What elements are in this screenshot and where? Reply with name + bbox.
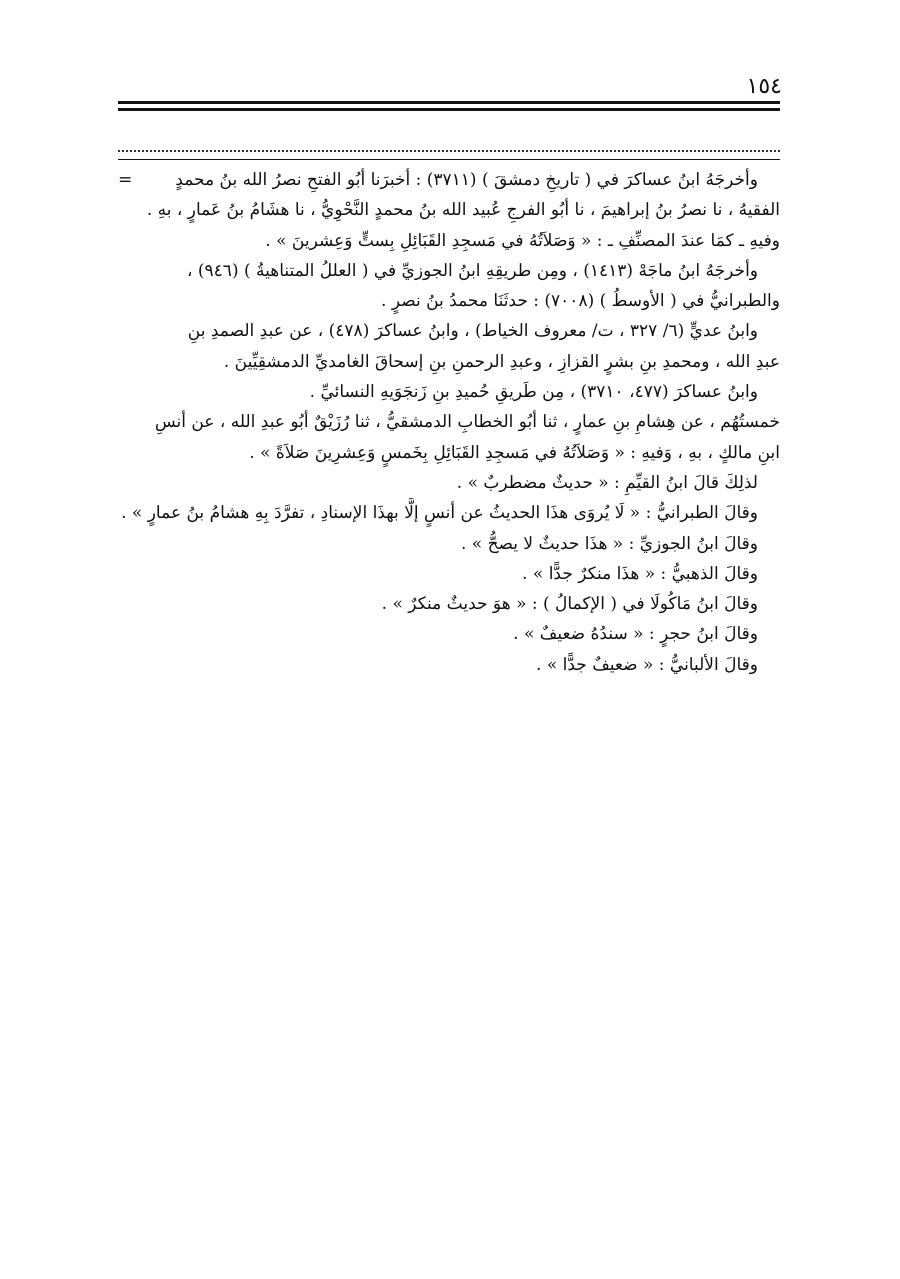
text-line: وقالَ الذهبيُّ : « هذَا منكرٌ جدًّا » . [522, 563, 758, 584]
text-line: الفقيهُ ، نا نصرُ بنُ إبراهيمَ ، نا أبُو الفرجِ عُبيد الله بنُ محمدٍ النَّحْوِيُّ ، نا هشَامُ بنُ عَمارٍ ، بهِ . [146, 200, 780, 221]
text-line: عبدِ الله ، ومحمدِ بنِ بشرٍ القزازِ ، وعبدِ الرحمنِ بنِ إسحاقَ الغامديِّ الدمشقِيِّينَ . [223, 351, 780, 372]
text-line: وابنُ عديٍّ (٦/ ٣٢٧ ، ت/ معروف الخياط) ، وابنُ عساكرَ (٤٧٨) ، عن عبدِ الصمدِ بنِ [187, 321, 758, 342]
footnote-body [118, 165, 780, 680]
continuation-mark: = [118, 170, 133, 190]
text-line: والطبرانيُّ في ( الأوسطُ ) (٧٠٠٨) : حدثَنَا محمدُ بنُ نصرٍ . [381, 291, 780, 312]
page-number: ١٥٤ [746, 74, 782, 99]
header-rule-bottom [118, 108, 780, 111]
text-line: وفيهِ ـ كمَا عندَ المصنِّفِ ـ : « وَصَلاَتُهُ في مَسجِدِ القَبَائِلِ بِستٍّ وَعِشرينَ » . [265, 230, 780, 251]
text-line: لذلِكَ قالَ ابنُ القيِّمِ : « حديثٌ مضطربٌ » . [456, 472, 758, 493]
text-line: وابنُ عساكرَ (٤٧٧، ٣٧١٠) ، مِن طَريقِ حُميدِ بنِ زَنجَوَيهِ النسائيِّ . [309, 382, 758, 403]
text-line: وقالَ ابنُ حجرٍ : « سندُهُ ضعيفٌ » . [513, 624, 758, 645]
header-rule-top [118, 101, 780, 104]
text-line [118, 165, 780, 195]
text-line: وقالَ الألبانيُّ : « ضعيفٌ جدًّا » . [536, 654, 758, 675]
footnote-dotted-separator [118, 150, 780, 152]
line-text: وأخرجَهُ ابنُ عساكرَ في ( تاريخِ دمشقَ ) (٣٧١١) : أخبرَنا أبُو الفتحِ نصرُ الله بنُ محمدٍ [175, 170, 758, 190]
text-line: وقالَ ابنُ الجوزيِّ : « هذَا حديثٌ لا يصحُّ » . [460, 533, 758, 554]
text-line: وأخرجَهُ ابنُ ماجَهْ (١٤١٣) ، ومِن طريقِهِ ابنُ الجوزيِّ في ( العللُ المتناهيةُ ) (٩٤٦) ، [187, 260, 758, 281]
text-line: وقالَ ابنُ مَاكُولَا في ( الإكمالُ ) : « هوَ حديثٌ منكرٌ » . [381, 594, 758, 615]
text-line: وقالَ الطبرانيُّ : « لَا يُروَى هذَا الحديثُ عن أنسٍ إلَّا بهذَا الإسنادِ ، تفرَّدَ بِهِ هشامُ بنُ عمارٍ » . [121, 503, 758, 524]
text-line: خمستُهُم ، عن هِشامِ بنِ عمارٍ ، ثنا أبُو الخطابِ الدمشقيُّ ، ثنا رُزَيْقٌ أبُو عبدِ الله ، عن أنسِ [154, 412, 780, 433]
footnote-rule [118, 159, 780, 160]
text-line: ابنِ مالكٍ ، بهِ ، وَفيهِ : « وَصَلاَتُهُ في مَسجِدِ القَبَائِلِ بِخَمسٍ وَعِشرِينَ صَلاَةً » . [249, 442, 780, 463]
